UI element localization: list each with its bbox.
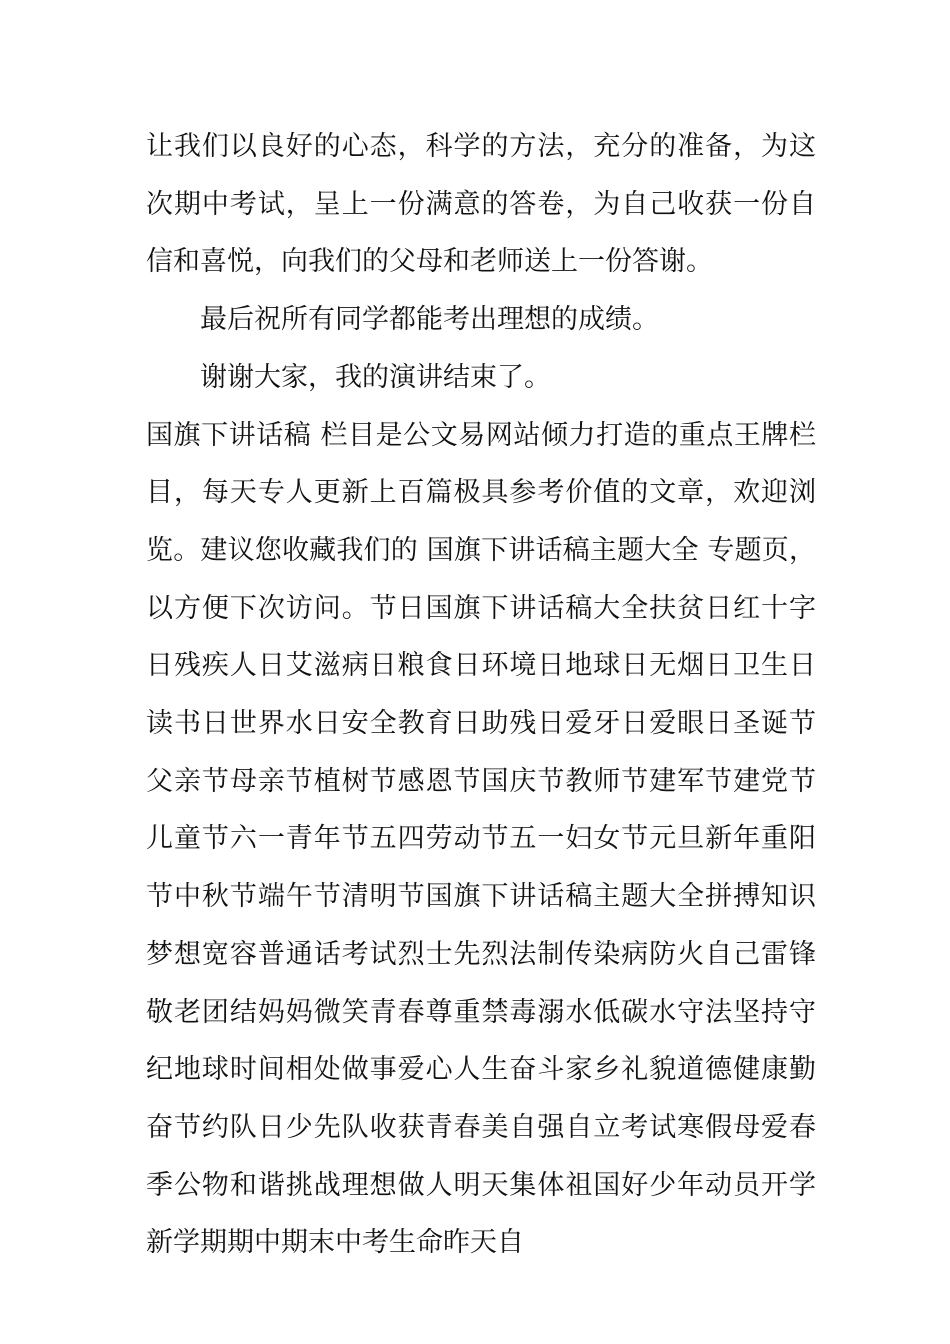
paragraph-column-promo: 国旗下讲话稿 栏目是公文易网站倾力打造的重点王牌栏目，每天专人更新上百篇极具参考价值的文章，欢迎浏览。建议您收藏我们的 国旗下讲话稿主题大全 专题页，以方便下次访问。节日国旗下讲话稿大全扶贫日红十字日残疾人日艾滋病日粮食日环境日地球日无烟日卫生日读书日世界水日安全教育日助残日爱牙日爱眼日圣诞节父亲节母亲节植树节感恩节国庆节教师节建军节建党节儿童节六一青年节五四劳动节五一妇女节元旦新年重阳节中秋节端午节清明节国旗下讲话稿主题大全拼搏知识梦想宽容普通话考试烈士先烈法制传染病防火自己雷锋敬老团结妈妈微笑青春尊重禁毒溺水低碳水守法坚持守纪地球时间相处做事爱心人生奋斗家乡礼貌道德健康勤奋节约队日少先队收获青春美自强自立考试寒假母爱春季公物和谐挑战理想做人明天集体祖国好少年动员开学新学期期中期末中考生命昨天自 [146, 419, 816, 1259]
document-body [146, 118, 816, 1272]
paragraph-closing-wish: 最后祝所有同学都能考出理想的成绩。 [200, 304, 659, 336]
paragraph-thanks: 谢谢大家，我的演讲结束了。 [200, 361, 551, 393]
paragraph-exam-encouragement: 让我们以良好的心态，科学的方法，充分的准备，为这次期中考试，呈上一份满意的答卷，为自己收获一份自信和喜悦，向我们的父母和老师送上一份答谢。 [146, 131, 816, 278]
